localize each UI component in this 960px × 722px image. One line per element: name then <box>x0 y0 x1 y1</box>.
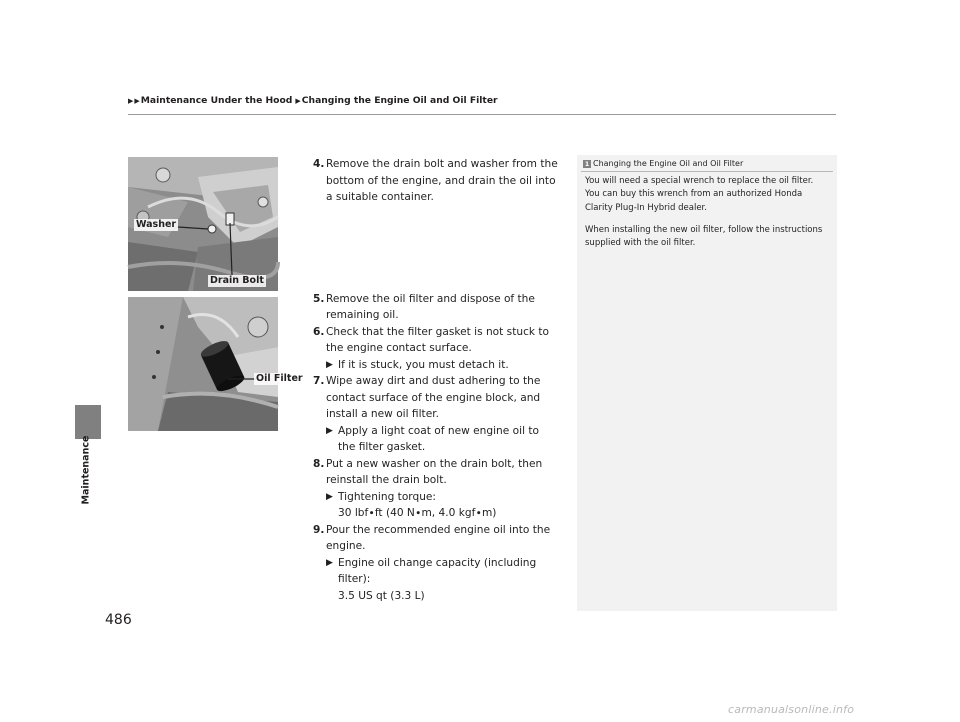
note-title[interactable]: Changing the Engine Oil and Oil Filter <box>593 159 744 168</box>
step-number: 7. <box>313 375 325 387</box>
step-text: Remove the oil filter and dispose of the remaining oil. <box>326 292 535 321</box>
breadcrumb-item-maintenance-under-hood[interactable]: Maintenance Under the Hood <box>140 95 293 106</box>
step-text: Put a new washer on the drain bolt, then reinstall the drain bolt. <box>326 457 543 486</box>
page-number: 486 <box>105 612 132 628</box>
note-body <box>585 175 830 259</box>
step-7 <box>313 373 559 423</box>
step-number: 8. <box>313 457 325 470</box>
step-9 <box>313 522 559 555</box>
section-label: Maintenance <box>80 435 92 505</box>
step-number: 4. <box>313 158 325 170</box>
step-4 <box>313 156 559 206</box>
step-5 <box>313 291 559 324</box>
drain-bolt-label: Drain Bolt <box>210 275 264 286</box>
triangle-right-icon: ▶ <box>326 425 333 436</box>
step-text: Check that the filter gasket is not stuck to the engine contact surface. <box>326 325 550 354</box>
step-text: Wipe away dirt and dust adhering to the contact surface of the engine block, and install a new oil filter. <box>326 375 541 420</box>
step-6 <box>313 324 559 357</box>
capacity-value: 3.5 US qt (3.3 L) <box>338 589 425 602</box>
step-8-substep <box>326 489 559 522</box>
step-6-substep <box>326 357 559 374</box>
oil-filter-illustration <box>128 297 278 431</box>
triangle-right-icon: ▶ <box>295 96 301 105</box>
triangle-right-icon: ▶ <box>326 557 333 568</box>
section-tab <box>75 405 101 439</box>
note-rule <box>581 171 833 172</box>
breadcrumb <box>128 95 498 106</box>
substep-text: Engine oil change capacity (including filter): <box>338 556 537 585</box>
note-header <box>583 159 743 168</box>
step-number: 5. <box>313 292 325 305</box>
step-7-substep <box>326 423 559 456</box>
header-rule <box>128 114 836 115</box>
step-text: Pour the recommended engine oil into the engine. <box>326 523 551 552</box>
note-paragraph: You will need a special wrench to replace the oil filter. You can buy this wrench from an authorized Honda Clarity Plug-In Hybrid dealer. <box>585 176 814 213</box>
step-9-substep <box>326 555 559 605</box>
triangle-right-icon: ▶ <box>134 96 140 105</box>
note-box <box>577 155 837 611</box>
procedure-steps <box>313 156 559 604</box>
note-paragraph: When installing the new oil filter, follow the instructions supplied with the oil filter. <box>585 224 823 249</box>
step-number: 6. <box>313 325 325 338</box>
oil-filter-label: Oil Filter <box>256 373 303 384</box>
triangle-right-icon: ▶ <box>326 359 333 370</box>
step-number: 9. <box>313 523 325 536</box>
substep-text: Tightening torque: <box>338 490 436 503</box>
step-text: Remove the drain bolt and washer from the bottom of the engine, and drain the oil into a suitable container. <box>326 158 558 203</box>
substep-text: If it is stuck, you must detach it. <box>338 358 509 371</box>
substep-text: Apply a light coat of new engine oil to the filter gasket. <box>338 424 540 453</box>
torque-value: 30 lbf∙ft (40 N∙m, 4.0 kgf∙m) <box>338 507 497 519</box>
watermark: carmanualsonline.info <box>728 703 855 716</box>
washer-label: Washer <box>136 219 177 230</box>
triangle-right-icon: ▶ <box>326 491 333 502</box>
oil-filter-photo <box>128 297 303 431</box>
breadcrumb-item-changing-engine-oil[interactable]: Changing the Engine Oil and Oil Filter <box>301 95 498 106</box>
step-8 <box>313 456 559 489</box>
note-badge: 1 <box>584 159 590 168</box>
engine-underside-photo <box>128 157 278 291</box>
triangle-right-icon: ▶ <box>128 96 134 105</box>
